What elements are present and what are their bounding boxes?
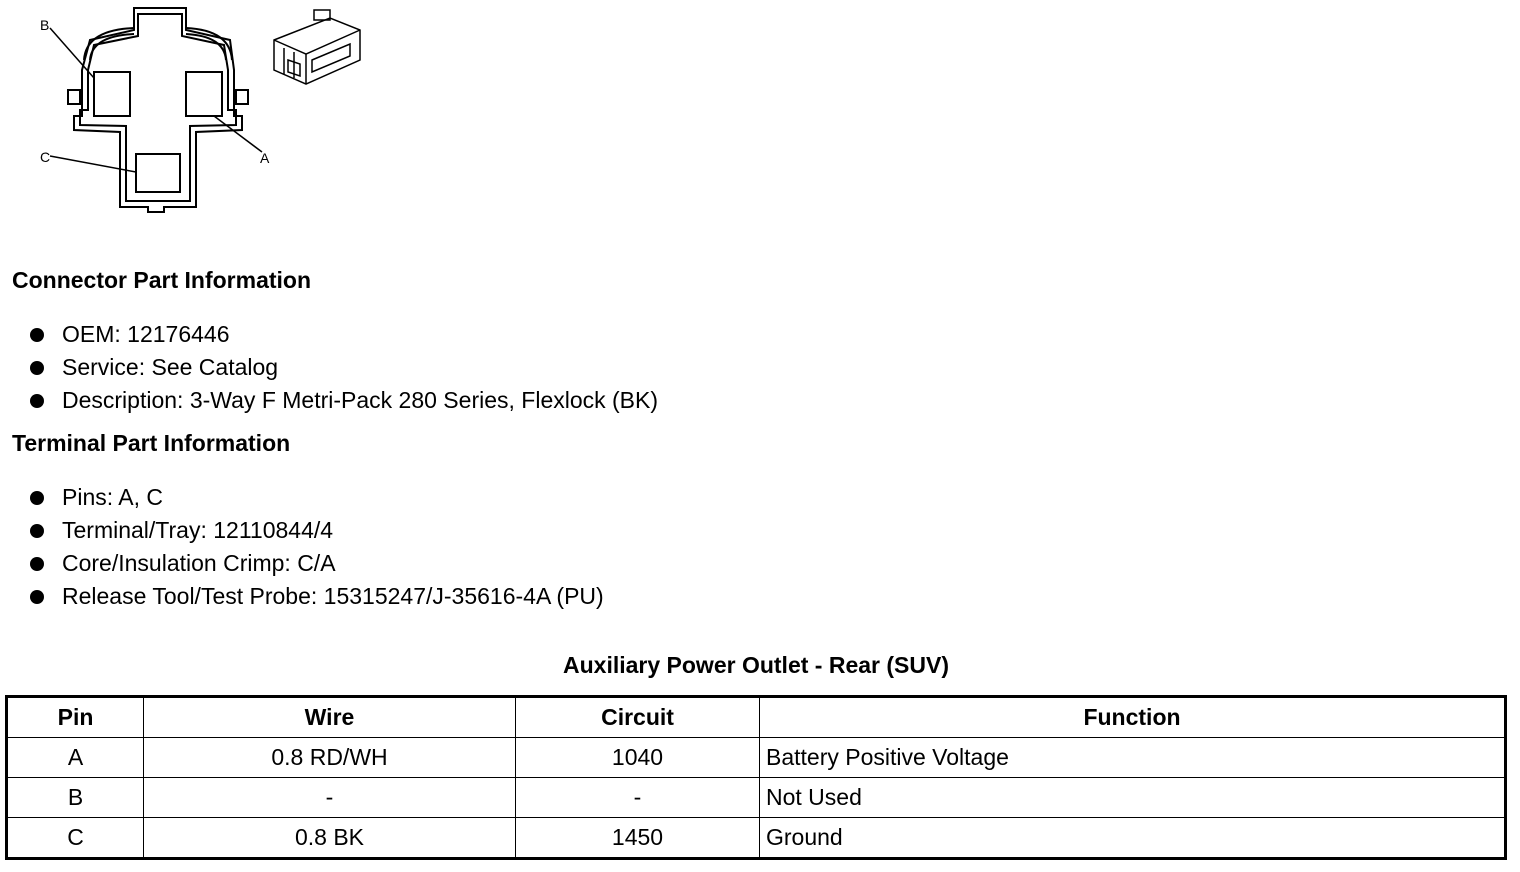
bullet-icon: [30, 491, 44, 505]
side-tab-right: [236, 90, 248, 104]
list-item: [28, 351, 658, 384]
bullet-icon: [30, 394, 44, 408]
list-item: [28, 318, 658, 351]
table-title: Auxiliary Power Outlet - Rear (SUV): [563, 652, 949, 678]
list-item-text: Pins: A, C: [62, 484, 163, 510]
cell-pin: C: [7, 818, 144, 859]
leader-a: [214, 116, 262, 152]
cell-pin: A: [7, 738, 144, 778]
connector-body-outline: [74, 8, 242, 212]
list-item: [28, 514, 604, 547]
list-item-text: Core/Insulation Crimp: C/A: [62, 550, 336, 576]
table-header-row: [7, 697, 1506, 738]
callout-b: B: [40, 17, 50, 33]
list-item-text: OEM: 12176446: [62, 321, 230, 347]
terminal-info-heading: Terminal Part Information: [12, 430, 291, 456]
leader-c: [50, 156, 136, 172]
list-item-text: Release Tool/Test Probe: 15315247/J-35616-4A (PU): [62, 583, 604, 609]
table-row: [7, 778, 1506, 818]
connector-isometric-icon: [274, 10, 360, 84]
connector-info-list: [28, 318, 658, 417]
bullet-icon: [30, 328, 44, 342]
list-item-text: Service: See Catalog: [62, 354, 279, 380]
cavity-c: [136, 154, 180, 192]
bullet-icon: [30, 361, 44, 375]
cavity-a: [186, 72, 222, 116]
callout-a: A: [260, 150, 270, 166]
list-item: [28, 481, 604, 514]
header-pin: Pin: [7, 697, 144, 738]
connector-face-diagram: [0, 0, 380, 220]
cell-pin: B: [7, 778, 144, 818]
cell-circuit: -: [516, 778, 760, 818]
header-wire: Wire: [144, 697, 516, 738]
cell-wire: 0.8 RD/WH: [144, 738, 516, 778]
list-item: [28, 580, 604, 613]
cell-wire: -: [144, 778, 516, 818]
table-row: [7, 818, 1506, 859]
pinout-table: [5, 695, 1507, 860]
list-item: [28, 547, 604, 580]
list-item: [28, 384, 658, 417]
connector-body-inner: [80, 14, 236, 201]
cell-wire: 0.8 BK: [144, 818, 516, 859]
terminal-info-list: [28, 481, 604, 613]
cell-function: Ground: [760, 818, 1506, 859]
cell-circuit: 1450: [516, 818, 760, 859]
list-item-text: Terminal/Tray: 12110844/4: [62, 517, 334, 543]
header-circuit: Circuit: [516, 697, 760, 738]
header-function: Function: [760, 697, 1506, 738]
side-tab-left: [68, 90, 80, 104]
bullet-icon: [30, 524, 44, 538]
cavity-b: [94, 72, 130, 116]
cell-function: Battery Positive Voltage: [760, 738, 1506, 778]
bullet-icon: [30, 557, 44, 571]
bullet-icon: [30, 590, 44, 604]
cell-circuit: 1040: [516, 738, 760, 778]
callout-c: C: [40, 149, 51, 165]
connector-info-heading: Connector Part Information: [12, 267, 312, 293]
cell-function: Not Used: [760, 778, 1506, 818]
table-row: [7, 738, 1506, 778]
list-item-text: Description: 3-Way F Metri-Pack 280 Series, Flexlock (BK): [62, 387, 659, 413]
